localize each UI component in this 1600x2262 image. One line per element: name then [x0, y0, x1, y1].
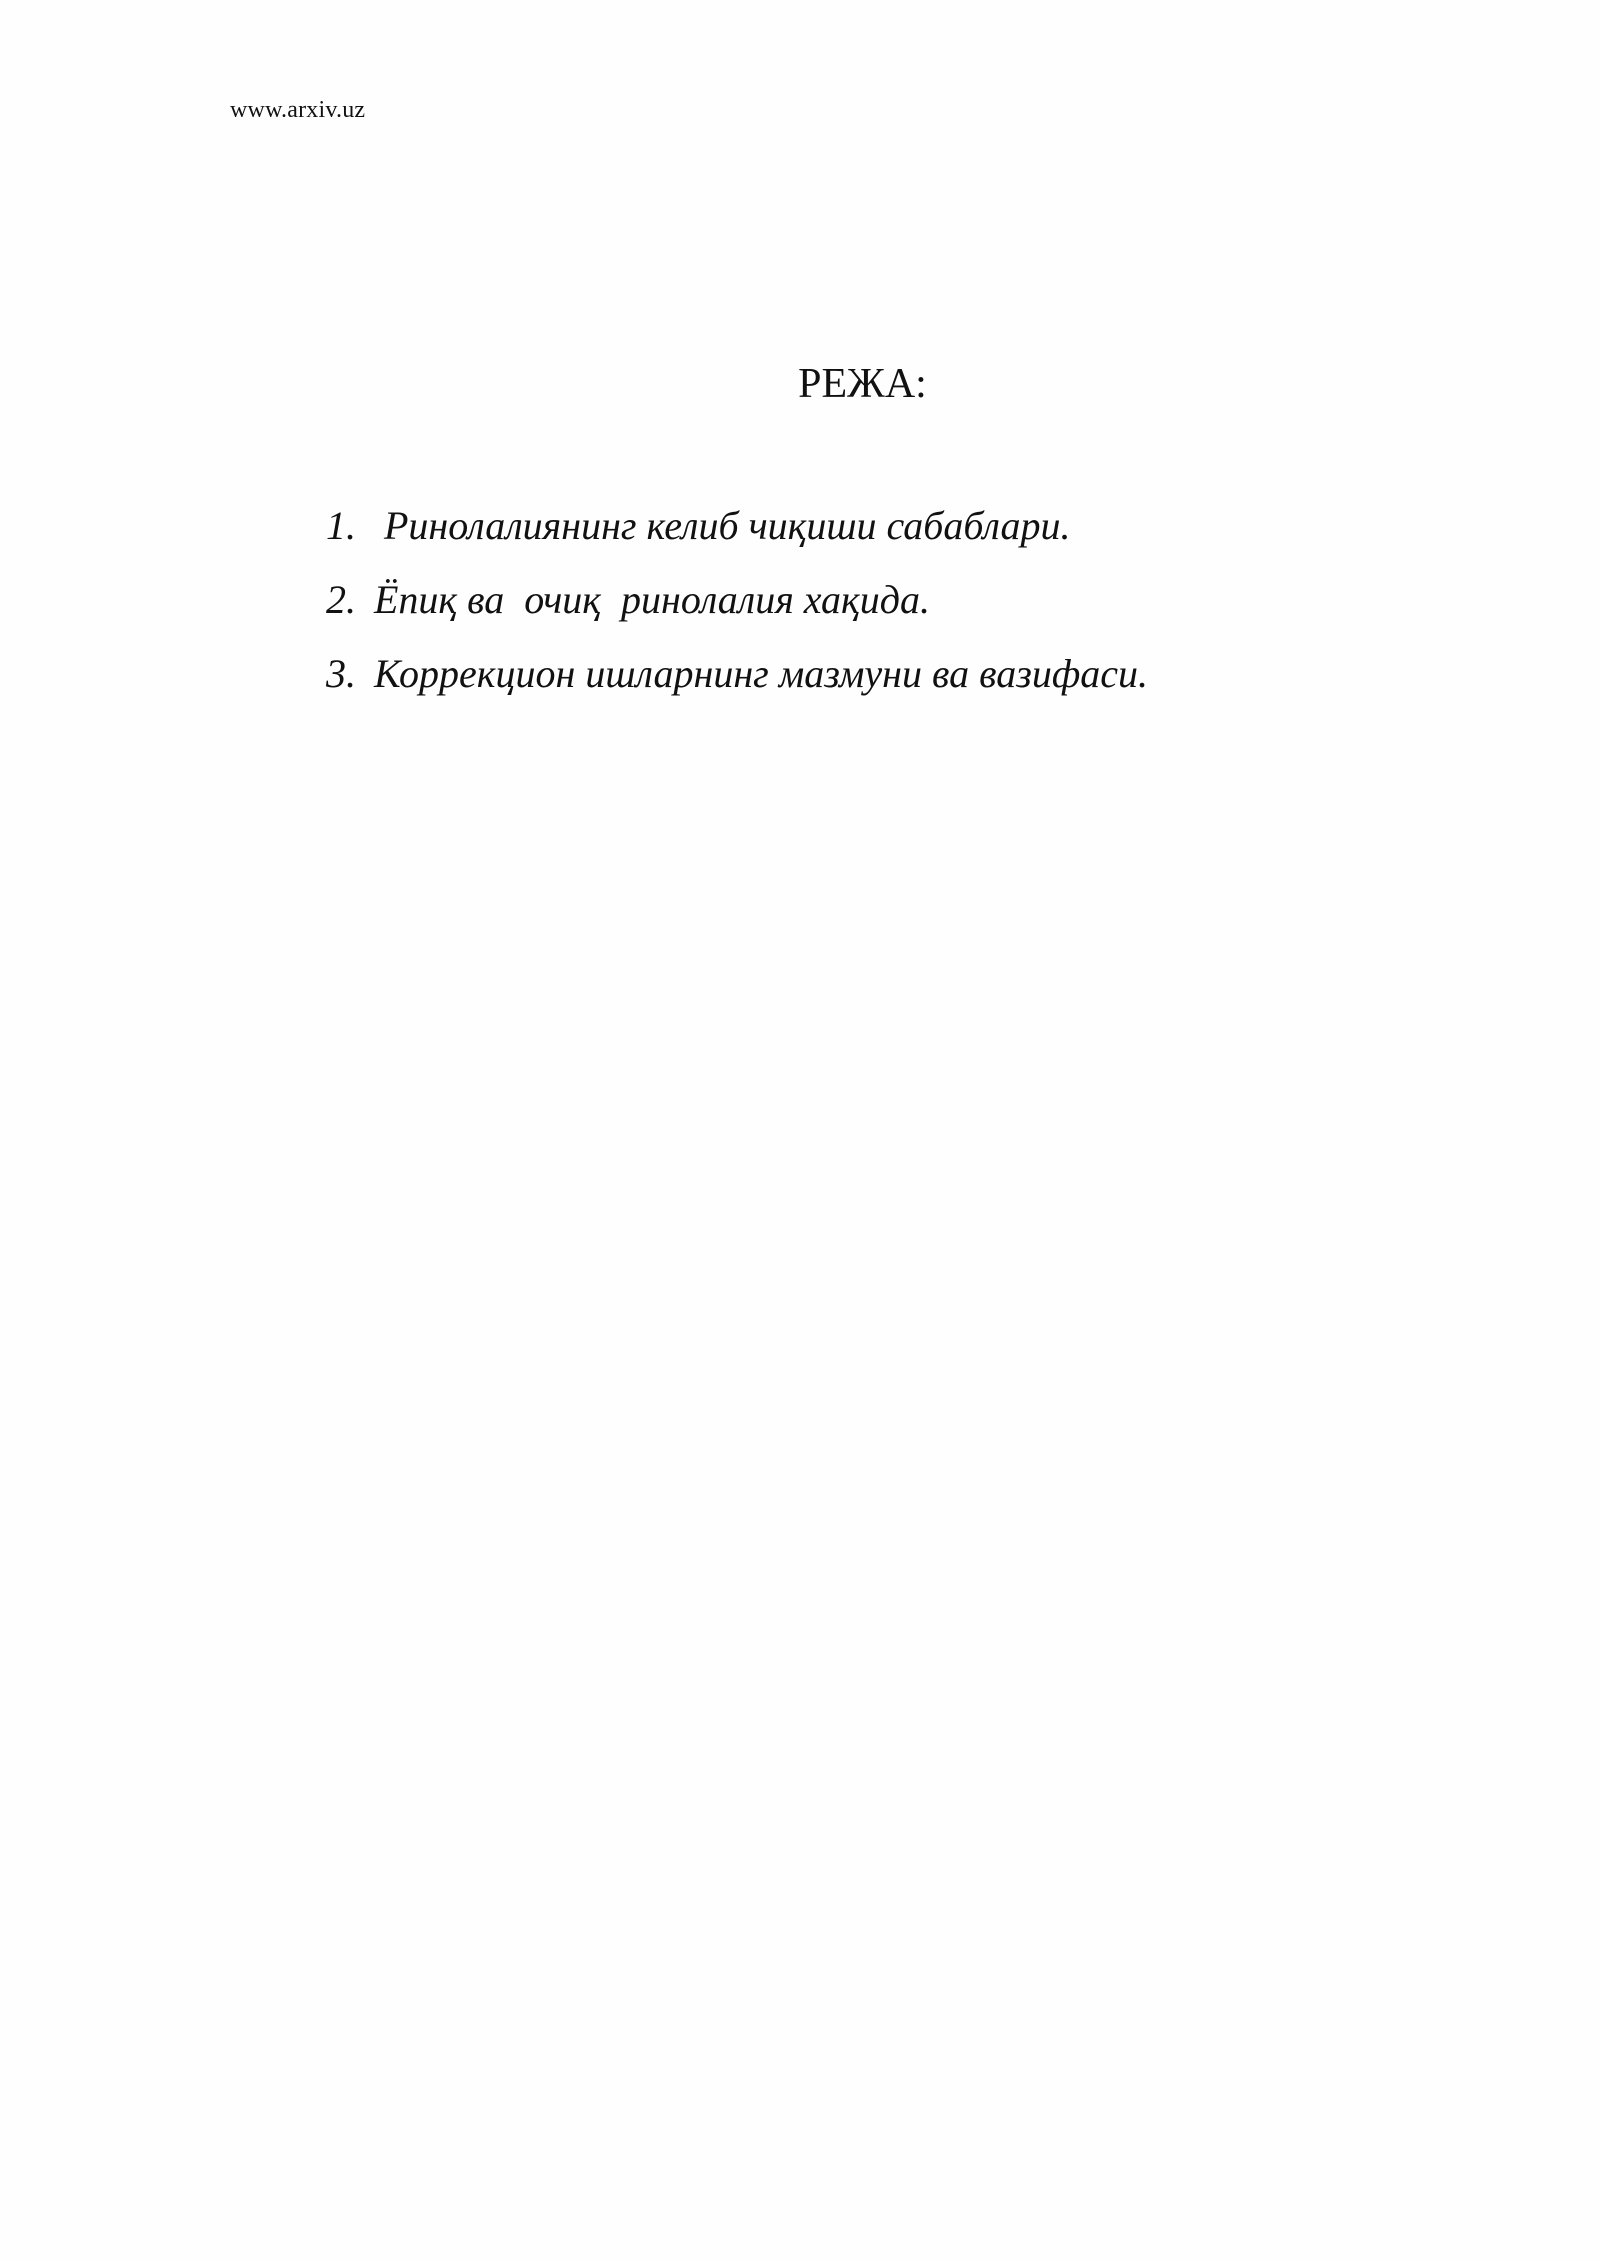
- list-item: [326, 576, 1148, 624]
- list-item-text: Коррекцион ишларнинг мазмуни ва вазифаси.: [374, 651, 1148, 696]
- list-item-text: Ёпиқ ва очиқ ринолалия хақида.: [374, 577, 930, 622]
- list-item-number: 2.: [326, 577, 356, 622]
- list-item: [326, 650, 1148, 698]
- plan-title: РЕЖА:: [798, 361, 927, 407]
- list-item-number: 1.: [326, 503, 356, 548]
- list-item-text: Ринолалиянинг келиб чиқиши сабаблари.: [384, 503, 1071, 548]
- header-url: www.arxiv.uz: [230, 97, 366, 123]
- list-item-number: 3.: [326, 651, 356, 696]
- plan-list: [326, 502, 1148, 724]
- list-item: [326, 502, 1148, 550]
